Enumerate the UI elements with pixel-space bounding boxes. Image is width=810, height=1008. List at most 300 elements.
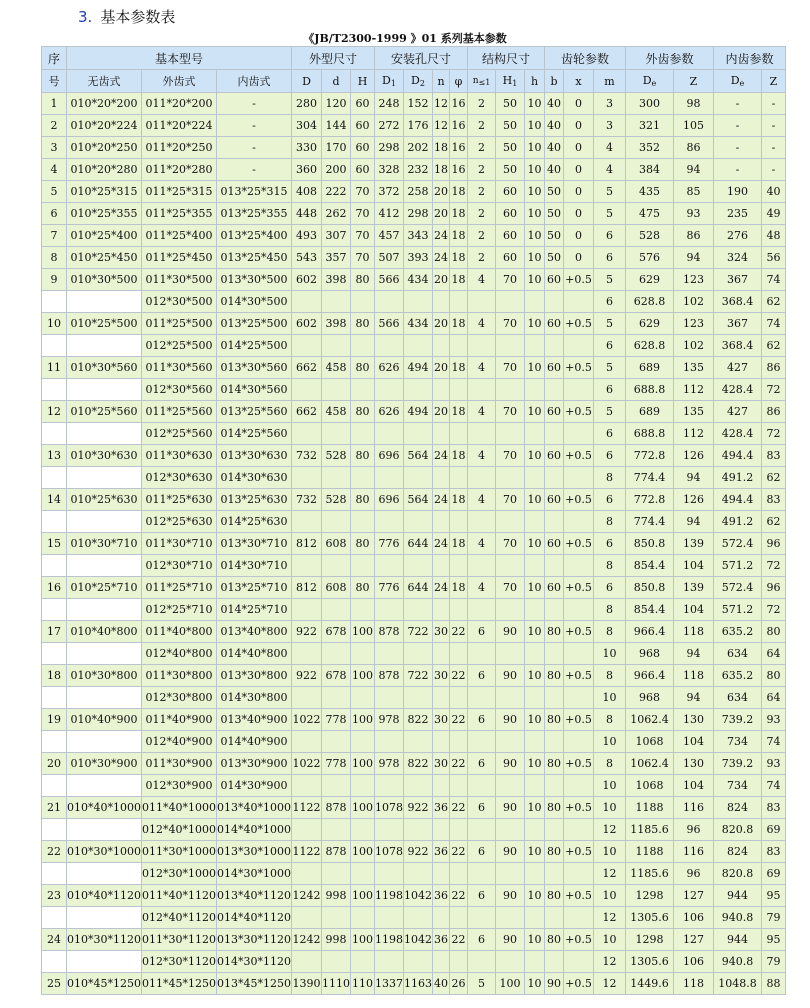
table-cell: 1242 — [292, 885, 322, 907]
table-row — [42, 511, 786, 533]
table-cell: 80 — [762, 621, 786, 643]
table-cell — [564, 643, 594, 665]
table-cell — [525, 819, 545, 841]
header-external-De: $D_e$ — [626, 70, 674, 93]
table-cell — [433, 775, 450, 797]
table-cell — [496, 599, 525, 621]
table-cell — [525, 731, 545, 753]
table-cell — [564, 423, 594, 445]
table-cell: 2 — [468, 159, 496, 181]
table-cell — [375, 555, 404, 577]
table-row — [42, 687, 786, 709]
table-cell: 10 — [525, 401, 545, 423]
table-cell: 824 — [714, 841, 762, 863]
table-cell: 100 — [351, 885, 375, 907]
table-cell: 812 — [292, 577, 322, 599]
table-cell: 95 — [762, 885, 786, 907]
header-structure-dimensions: 结构尺寸 — [468, 47, 545, 70]
table-cell: 90 — [496, 797, 525, 819]
table-cell: 262 — [322, 203, 351, 225]
table-cell — [67, 599, 142, 621]
table-cell — [67, 819, 142, 841]
table-cell: 8 — [594, 511, 626, 533]
table-cell: 62 — [762, 511, 786, 533]
table-cell: 978 — [375, 709, 404, 731]
table-cell: 12 — [42, 401, 67, 423]
table-cell: 85 — [674, 181, 714, 203]
table-cell — [404, 643, 433, 665]
table-cell: 4 — [468, 489, 496, 511]
table-cell — [468, 467, 496, 489]
header-mounting-hole-dimensions: 安装孔尺寸 — [375, 47, 468, 70]
table-cell: 635.2 — [714, 621, 762, 643]
table-cell: 368.4 — [714, 335, 762, 357]
table-cell — [433, 423, 450, 445]
table-cell — [67, 511, 142, 533]
table-cell: 014*30*630 — [217, 467, 292, 489]
table-cell: 144 — [322, 115, 351, 137]
table-cell: 12 — [594, 819, 626, 841]
table-cell: 1022 — [292, 709, 322, 731]
table-cell: 90 — [496, 709, 525, 731]
table-cell: 10 — [525, 973, 545, 995]
table-cell: 70 — [351, 181, 375, 203]
table-cell: 412 — [375, 203, 404, 225]
table-cell: 966.4 — [626, 621, 674, 643]
table-cell: 772.8 — [626, 489, 674, 511]
table-cell: 012*40*800 — [142, 643, 217, 665]
table-cell: 1022 — [292, 753, 322, 775]
table-cell: 011*25*560 — [142, 401, 217, 423]
table-cell: 40 — [545, 159, 564, 181]
table-cell: 014*25*630 — [217, 511, 292, 533]
table-cell: 10 — [525, 929, 545, 951]
table-cell — [450, 555, 468, 577]
table-cell: 90 — [545, 973, 564, 995]
table-cell: 70 — [496, 445, 525, 467]
table-cell: 014*40*900 — [217, 731, 292, 753]
table-cell — [496, 731, 525, 753]
table-cell: 922 — [292, 621, 322, 643]
table-cell — [496, 335, 525, 357]
table-cell: 010*30*800 — [67, 665, 142, 687]
table-cell — [351, 511, 375, 533]
table-cell: - — [762, 93, 786, 115]
header-internal-gear-parameters: 内齿参数 — [714, 47, 786, 70]
table-cell: 70 — [496, 401, 525, 423]
table-cell: 8 — [594, 555, 626, 577]
table-row — [42, 863, 786, 885]
table-cell: 6 — [594, 225, 626, 247]
table-cell: 62 — [762, 467, 786, 489]
table-cell: 80 — [351, 401, 375, 423]
table-cell: 0 — [564, 137, 594, 159]
table-cell — [468, 951, 496, 973]
table-cell: 494 — [404, 401, 433, 423]
table-cell — [322, 423, 351, 445]
table-cell: 013*25*355 — [217, 203, 292, 225]
table-cell: 12 — [594, 907, 626, 929]
table-cell: 634 — [714, 643, 762, 665]
table-cell: 49 — [762, 203, 786, 225]
table-cell — [404, 819, 433, 841]
table-cell: 36 — [433, 885, 450, 907]
table-cell — [496, 863, 525, 885]
table-cell: 10 — [525, 533, 545, 555]
table-cell: 80 — [351, 533, 375, 555]
table-cell — [42, 599, 67, 621]
table-cell: 572.4 — [714, 577, 762, 599]
table-cell: 012*25*500 — [142, 335, 217, 357]
table-cell — [545, 907, 564, 929]
table-cell: 64 — [762, 643, 786, 665]
table-cell: 566 — [375, 313, 404, 335]
table-cell: 1068 — [626, 775, 674, 797]
table-cell — [468, 335, 496, 357]
table-cell — [404, 291, 433, 313]
header-d: d — [322, 70, 351, 93]
table-cell: 280 — [292, 93, 322, 115]
table-cell: 60 — [545, 401, 564, 423]
table-cell: 324 — [714, 247, 762, 269]
table-cell: 010*30*710 — [67, 533, 142, 555]
table-cell: 626 — [375, 357, 404, 379]
table-cell — [42, 643, 67, 665]
table-cell: 940.8 — [714, 907, 762, 929]
table-cell — [351, 731, 375, 753]
table-cell — [351, 555, 375, 577]
table-cell — [525, 907, 545, 929]
table-cell: 6 — [468, 885, 496, 907]
table-cell: 944 — [714, 885, 762, 907]
table-cell: 60 — [351, 137, 375, 159]
table-cell — [525, 775, 545, 797]
table-cell — [450, 731, 468, 753]
table-cell — [545, 599, 564, 621]
table-cell — [433, 467, 450, 489]
table-cell: 152 — [404, 93, 433, 115]
table-cell — [545, 555, 564, 577]
table-cell: 696 — [375, 489, 404, 511]
table-cell: 014*30*1120 — [217, 951, 292, 973]
table-cell: 011*30*560 — [142, 357, 217, 379]
table-cell: 118 — [674, 665, 714, 687]
table-cell: 10 — [42, 313, 67, 335]
table-cell — [468, 599, 496, 621]
table-cell: 011*40*900 — [142, 709, 217, 731]
table-cell: 88 — [762, 973, 786, 995]
table-cell — [67, 775, 142, 797]
table-cell: 1188 — [626, 797, 674, 819]
table-cell: 24 — [433, 489, 450, 511]
table-cell: 18 — [450, 489, 468, 511]
table-cell — [468, 731, 496, 753]
table-cell — [564, 687, 594, 709]
table-cell: 14 — [42, 489, 67, 511]
table-cell: +0.5 — [564, 577, 594, 599]
table-cell: 662 — [292, 357, 322, 379]
table-cell: 104 — [674, 731, 714, 753]
table-cell: 321 — [626, 115, 674, 137]
table-cell: 822 — [404, 709, 433, 731]
table-cell: 1185.6 — [626, 819, 674, 841]
header-index: 序 — [42, 47, 67, 70]
table-cell — [292, 555, 322, 577]
table-cell — [545, 687, 564, 709]
table-cell: 457 — [375, 225, 404, 247]
table-cell: 127 — [674, 885, 714, 907]
table-cell: 1048.8 — [714, 973, 762, 995]
table-row — [42, 709, 786, 731]
table-cell: 014*25*500 — [217, 335, 292, 357]
table-cell: - — [762, 137, 786, 159]
table-cell: 013*25*630 — [217, 489, 292, 511]
header-phi: φ — [450, 70, 468, 93]
table-cell: 1062.4 — [626, 753, 674, 775]
table-cell: 011*20*224 — [142, 115, 217, 137]
header-h: h — [525, 70, 545, 93]
table-cell: 778 — [322, 753, 351, 775]
table-cell: 012*30*630 — [142, 467, 217, 489]
table-cell — [468, 555, 496, 577]
table-cell: 22 — [450, 665, 468, 687]
table-cell: 48 — [762, 225, 786, 247]
table-cell: 011*25*500 — [142, 313, 217, 335]
table-cell: 130 — [674, 753, 714, 775]
table-cell: 83 — [762, 797, 786, 819]
table-cell: 0 — [564, 225, 594, 247]
table-cell: 012*40*1000 — [142, 819, 217, 841]
table-cell — [496, 511, 525, 533]
table-cell: +0.5 — [564, 269, 594, 291]
table-cell: 6 — [468, 709, 496, 731]
table-cell: 10 — [525, 313, 545, 335]
table-cell: 564 — [404, 489, 433, 511]
table-cell — [404, 335, 433, 357]
header-b: b — [545, 70, 564, 93]
table-row — [42, 291, 786, 313]
table-cell: 8 — [594, 709, 626, 731]
table-cell: 80 — [545, 885, 564, 907]
table-cell: 18 — [450, 577, 468, 599]
table-cell: 16 — [450, 115, 468, 137]
table-cell: 50 — [496, 159, 525, 181]
table-cell: 688.8 — [626, 379, 674, 401]
table-cell: 10 — [594, 797, 626, 819]
table-cell: 10 — [525, 357, 545, 379]
table-cell: 50 — [496, 93, 525, 115]
table-cell — [496, 687, 525, 709]
table-cell: 96 — [674, 819, 714, 841]
table-cell: 126 — [674, 445, 714, 467]
table-cell: 70 — [496, 533, 525, 555]
table-cell — [545, 423, 564, 445]
table-cell — [525, 511, 545, 533]
table-cell: 86 — [762, 401, 786, 423]
table-cell: 812 — [292, 533, 322, 555]
table-cell: 572.4 — [714, 533, 762, 555]
table-cell: 12 — [594, 863, 626, 885]
table-cell: 010*20*224 — [67, 115, 142, 137]
table-cell: 4 — [468, 445, 496, 467]
table-cell — [292, 907, 322, 929]
table-row — [42, 159, 786, 181]
table-cell — [67, 291, 142, 313]
table-row — [42, 797, 786, 819]
table-cell — [545, 731, 564, 753]
table-cell: 398 — [322, 269, 351, 291]
table-cell: 10 — [525, 115, 545, 137]
table-cell: 116 — [674, 841, 714, 863]
header-internal-De: $D_e$ — [714, 70, 762, 93]
table-cell: 7 — [42, 225, 67, 247]
table-cell: 014*30*500 — [217, 291, 292, 313]
table-cell: 3 — [42, 137, 67, 159]
table-cell: +0.5 — [564, 313, 594, 335]
table-cell — [496, 643, 525, 665]
table-row — [42, 423, 786, 445]
table-cell: 86 — [762, 357, 786, 379]
table-cell: 93 — [762, 709, 786, 731]
table-cell — [375, 511, 404, 533]
table-cell: 298 — [404, 203, 433, 225]
table-cell — [545, 511, 564, 533]
table-cell — [545, 379, 564, 401]
table-cell: 2 — [468, 181, 496, 203]
table-cell — [67, 907, 142, 929]
table-cell: 778 — [322, 709, 351, 731]
table-cell: 100 — [351, 665, 375, 687]
table-cell: 393 — [404, 247, 433, 269]
table-cell: 014*40*1000 — [217, 819, 292, 841]
table-cell: 10 — [525, 247, 545, 269]
table-cell: 5 — [594, 181, 626, 203]
table-cell: 93 — [674, 203, 714, 225]
table-cell: 90 — [496, 841, 525, 863]
table-cell — [450, 907, 468, 929]
table-cell: 8 — [594, 467, 626, 489]
table-cell: 20 — [433, 401, 450, 423]
table-cell: 010*40*1000 — [67, 797, 142, 819]
table-cell: 130 — [674, 709, 714, 731]
table-cell: 18 — [433, 137, 450, 159]
table-cell: 011*25*400 — [142, 225, 217, 247]
table-cell — [564, 863, 594, 885]
table-cell: 10 — [594, 929, 626, 951]
table-cell: 968 — [626, 643, 674, 665]
table-cell: 940.8 — [714, 951, 762, 973]
table-cell — [375, 819, 404, 841]
table-cell: 0 — [564, 115, 594, 137]
table-cell: 0 — [564, 93, 594, 115]
table-cell: 102 — [674, 291, 714, 313]
table-cell — [351, 951, 375, 973]
table-cell: 1042 — [404, 929, 433, 951]
table-cell: 014*30*800 — [217, 687, 292, 709]
table-cell: 013*30*1000 — [217, 841, 292, 863]
table-cell: 352 — [626, 137, 674, 159]
table-cell: 127 — [674, 929, 714, 951]
table-cell: 74 — [762, 313, 786, 335]
table-cell: 998 — [322, 929, 351, 951]
table-cell: - — [714, 115, 762, 137]
table-cell: 0 — [564, 203, 594, 225]
table-cell — [67, 863, 142, 885]
table-cell: 4 — [594, 137, 626, 159]
table-cell: 678 — [322, 621, 351, 643]
table-cell — [322, 907, 351, 929]
table-cell: 013*30*560 — [217, 357, 292, 379]
table-cell: 10 — [525, 93, 545, 115]
table-cell: 90 — [496, 929, 525, 951]
table-cell: 100 — [351, 797, 375, 819]
table-cell: 72 — [762, 379, 786, 401]
table-cell: 012*30*800 — [142, 687, 217, 709]
table-cell: 357 — [322, 247, 351, 269]
table-cell: 94 — [674, 159, 714, 181]
table-cell: 434 — [404, 313, 433, 335]
table-cell: 010*40*1120 — [67, 885, 142, 907]
table-cell: 820.8 — [714, 863, 762, 885]
table-cell: 112 — [674, 423, 714, 445]
table-cell: 20 — [433, 181, 450, 203]
table-cell — [42, 819, 67, 841]
table-cell: 608 — [322, 533, 351, 555]
table-cell: 18 — [450, 269, 468, 291]
table-cell: 602 — [292, 313, 322, 335]
table-cell: 854.4 — [626, 555, 674, 577]
table-cell — [42, 423, 67, 445]
table-cell — [375, 379, 404, 401]
table-row — [42, 907, 786, 929]
table-cell — [42, 775, 67, 797]
table-cell: 10 — [594, 643, 626, 665]
table-cell: 368.4 — [714, 291, 762, 313]
table-cell: 010*25*450 — [67, 247, 142, 269]
table-cell: 118 — [674, 621, 714, 643]
table-cell: 011*30*800 — [142, 665, 217, 687]
table-cell: 3 — [594, 115, 626, 137]
table-cell — [322, 467, 351, 489]
table-cell: 1078 — [375, 797, 404, 819]
table-cell — [322, 819, 351, 841]
table-cell — [351, 643, 375, 665]
table-cell: 010*40*900 — [67, 709, 142, 731]
table-cell: 100 — [496, 973, 525, 995]
table-cell: 6 — [468, 841, 496, 863]
table-cell: 922 — [404, 797, 433, 819]
table-cell: 010*30*500 — [67, 269, 142, 291]
table-cell — [292, 599, 322, 621]
table-cell — [292, 379, 322, 401]
table-cell: 4 — [468, 269, 496, 291]
table-cell: 014*40*800 — [217, 643, 292, 665]
table-cell — [468, 291, 496, 313]
table-cell: 011*30*710 — [142, 533, 217, 555]
table-cell: 435 — [626, 181, 674, 203]
table-cell: 298 — [375, 137, 404, 159]
table-cell: 011*20*280 — [142, 159, 217, 181]
table-cell: +0.5 — [564, 753, 594, 775]
table-cell: 170 — [322, 137, 351, 159]
table-cell: 79 — [762, 951, 786, 973]
table-cell: 10 — [594, 687, 626, 709]
header-row-1 — [42, 47, 786, 70]
table-cell: - — [714, 93, 762, 115]
table-cell — [67, 687, 142, 709]
table-cell: 528 — [322, 445, 351, 467]
table-cell: 20 — [433, 357, 450, 379]
